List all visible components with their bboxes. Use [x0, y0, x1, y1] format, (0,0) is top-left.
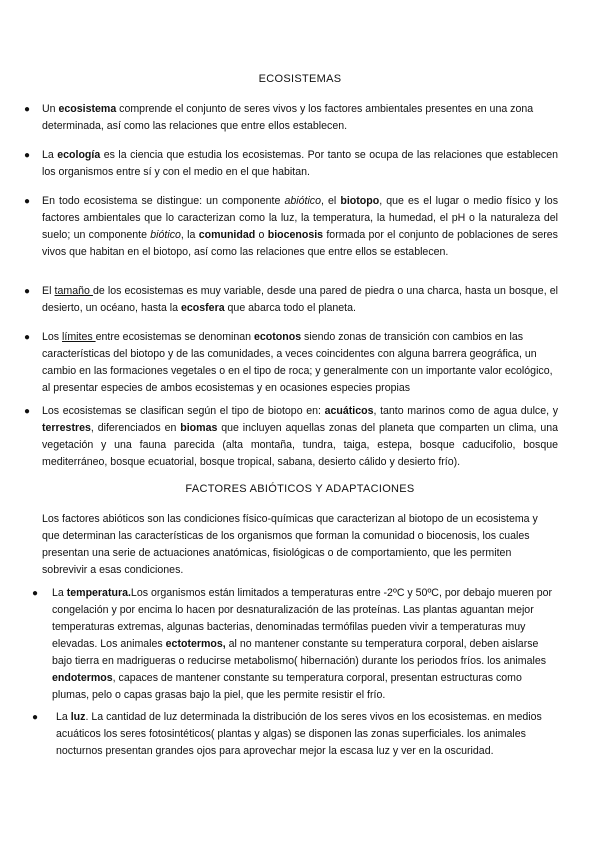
term-biomas: biomas [180, 422, 218, 434]
term-biocenosis: biocenosis [267, 229, 324, 241]
term-biotico: biótico [150, 229, 181, 241]
text: , la [180, 229, 199, 241]
text: En todo ecosistema se distingue: un componente [42, 195, 285, 207]
bullet-dot-icon: ● [24, 332, 31, 343]
text: Los ecosistemas se clasifican según el tipo de biotopo en: [42, 405, 325, 417]
text: que abarca todo el planeta. [224, 302, 356, 314]
paragraph-ecologia [24, 147, 558, 181]
text: siendo zonas de transición con cambios en las características del biotopo y de las comunidades, a veces coincidentes con alguna barrera geográfica, un cambio en las formaciones vegetales o en el tipo de roca; y generalmente con un importante valor ecológico, al presentar especies de ambos ecosistemas y en ocasiones especies propias [42, 331, 553, 394]
paragraph-componentes [24, 193, 558, 261]
term-acuaticos: acuáticos [324, 405, 374, 417]
text: al no mantener constante su temperatura corporal, deben aislarse bajo tierra en madrigueras o reducirse metabolismo( hibernación) durante los periodos fríos. los animales [52, 638, 547, 667]
text: , diferenciados en [90, 422, 181, 434]
document-title: ECOSISTEMAS [258, 73, 342, 85]
term-terrestres: terrestres [42, 422, 91, 434]
text: de los ecosistemas es muy variable, desde una pared de piedra o una charca, hasta un bosque, el desierto, un océano, hasta la [42, 285, 558, 314]
text: que incluyen aquellas zonas del planeta que comparten un clima, una vegetación y una fauna parecida (alta montaña, tundra, taiga, estepa, bosque caducifolio, bosque mediterráneo, bosque ecuatorial, bosque tropical, sabana, desierto cálido y desierto frío). [42, 422, 558, 468]
text: La [42, 149, 58, 161]
text: , el [320, 195, 341, 207]
text: La [52, 587, 67, 599]
term-biotopo: biotopo [340, 195, 380, 207]
text: Un [42, 103, 59, 115]
paragraph-ecosistema [24, 101, 558, 135]
text: o [255, 229, 268, 241]
bullet-dot-icon: ● [32, 588, 39, 599]
paragraph-luz [32, 709, 558, 760]
text: Los [42, 331, 63, 343]
paragraph-temperatura [32, 585, 558, 704]
text: formada por el conjunto de poblaciones de seres vivos que habitan en el biotopo, así como las relaciones que entre ellos se establecen. [42, 229, 558, 258]
term-ectotermos: ectotermos, [165, 638, 226, 650]
bullet-dot-icon: ● [24, 406, 31, 417]
term-tamano: tamaño [54, 285, 93, 297]
bullet-dot-icon: ● [32, 712, 39, 723]
factores-intro-paragraph: Los factores abióticos son las condiciones físico-químicas que caracterizan al biotopo de un ecosistema y que determinan las características de los organismos que forman la comunidad o biocenosis, los cuales presentan una serie de actuaciones anatómicas, fisiológicas o de comportamiento, que les permiten sobrevivir a esas condiciones. [42, 513, 538, 576]
paragraph-tamano [24, 283, 558, 317]
term-endotermos: endotermos [52, 672, 113, 684]
term-ecologia: ecología [57, 149, 101, 161]
term-ecotonos: ecotonos [254, 331, 302, 343]
term-temperatura: temperatura. [66, 587, 131, 599]
text: , tanto marinos como de agua dulce, y [373, 405, 558, 417]
text: , que es el lugar o medio físico y los factores ambientales que lo caracterizan como la luz, la temperatura, la humedad, el pH o la naturaleza del suelo; un componente [42, 195, 558, 241]
bullet-dot-icon: ● [24, 196, 31, 207]
text: Los organismos están limitados a temperaturas entre -2ºC y 50ºC, por debajo mueren por congelación y por encima lo hacen por desnaturalización de las proteínas. Las plantas aguantan mejor temperaturas extremas, algunas bacterias, denominadas termófilas pueden vivir a temperaturas muy elevadas. Los animales [52, 587, 553, 650]
term-comunidad: comunidad [198, 229, 256, 241]
bullet-dot-icon: ● [24, 150, 31, 161]
term-ecosistema: ecosistema [58, 103, 117, 115]
text: entre ecosistemas se denominan [95, 331, 254, 343]
term-luz: luz [70, 711, 86, 723]
text: , capaces de mantener constante su temperatura corporal, presentan estructuras como plumas, pelo o capas grasas bajo la piel, que les permite resistir el frío. [52, 672, 522, 701]
text: comprende el conjunto de seres vivos y los factores ambientales presentes en una zona determinada, así como las relaciones que entre ellos establecen. [42, 103, 534, 132]
section-heading-factores: FACTORES ABIÓTICOS Y ADAPTACIONES [185, 483, 415, 495]
text: El [42, 285, 55, 297]
paragraph-clasificacion [24, 403, 558, 471]
text: es la ciencia que estudia los ecosistemas. Por tanto se ocupa de las relaciones que establecen los organismos entre sí y con el medio en el que habitan. [42, 149, 558, 178]
paragraph-limites [24, 329, 558, 397]
term-limites: límites [62, 331, 96, 343]
term-ecosfera: ecosfera [181, 302, 225, 314]
bullet-dot-icon: ● [24, 104, 31, 115]
bullet-dot-icon: ● [24, 286, 31, 297]
text: . La cantidad de luz determinada la distribución de los seres vivos en los ecosistemas. en medios acuáticos los seres fotosintéticos( plantas y algas) se disponen las zonas superficiales. los animales nocturnos presentan grandes ojos para aprovechar mejor la escasa luz y ver en la oscuridad. [56, 711, 542, 757]
text: La [56, 711, 71, 723]
term-abiotico: abiótico [284, 195, 321, 207]
